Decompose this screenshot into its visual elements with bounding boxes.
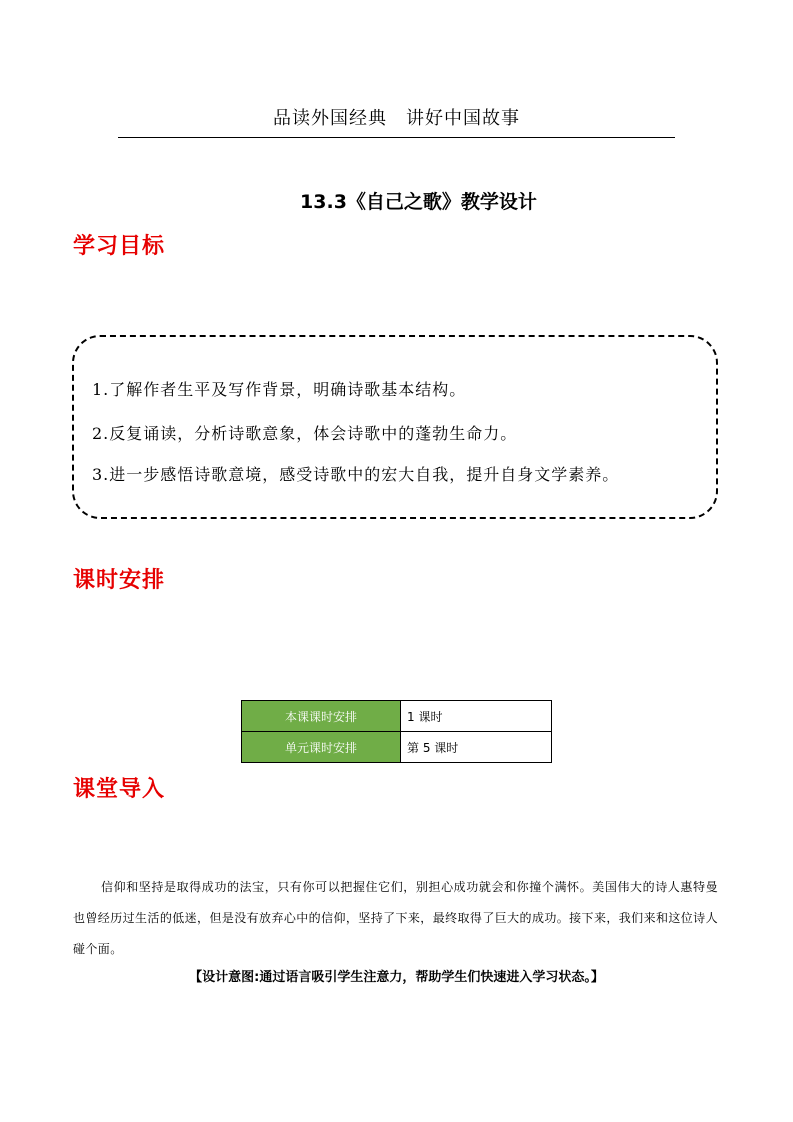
- section-heading-intro: 课堂导入: [73, 777, 166, 802]
- objective-item: 2.反复诵读，分析诗歌意象，体会诗歌中的蓬勃生命力。: [92, 424, 518, 443]
- table-row: [242, 701, 552, 732]
- objectives-box: [72, 335, 718, 519]
- document-title: 13.3《自己之歌》教学设计: [300, 191, 537, 213]
- section-heading-schedule: 课时安排: [73, 568, 166, 593]
- table-row: [242, 732, 552, 763]
- intro-paragraph: 信仰和坚持是取得成功的法宝，只有你可以把握住它们，别担心成功就会和你撞个满怀。美国伟大的诗人惠特曼也曾经历过生活的低迷，但是没有放弃心中的信仰，坚持了下来，最终取得了巨大的成功。接下来，我们来和这位诗人碰个面。: [73, 880, 718, 956]
- schedule-label-cell: 本课课时安排: [242, 701, 401, 732]
- schedule-label-cell: 单元课时安排: [242, 732, 401, 763]
- section-heading-objectives: 学习目标: [73, 234, 166, 259]
- schedule-value-cell: 第 5 课时: [401, 732, 552, 763]
- schedule-value-cell: 1 课时: [401, 701, 552, 732]
- design-intent-note: 【设计意图:通过语言吸引学生注意力，帮助学生们快速进入学习状态。】: [189, 970, 604, 985]
- objective-item: 3.进一步感悟诗歌意境，感受诗歌中的宏大自我，提升自身文学素养。: [92, 465, 620, 484]
- schedule-table: [241, 700, 552, 763]
- header-divider: [118, 137, 675, 138]
- objective-item: 1.了解作者生平及写作背景，明确诗歌基本结构。: [92, 380, 467, 399]
- header-motto: 品读外国经典 讲好中国故事: [273, 108, 520, 129]
